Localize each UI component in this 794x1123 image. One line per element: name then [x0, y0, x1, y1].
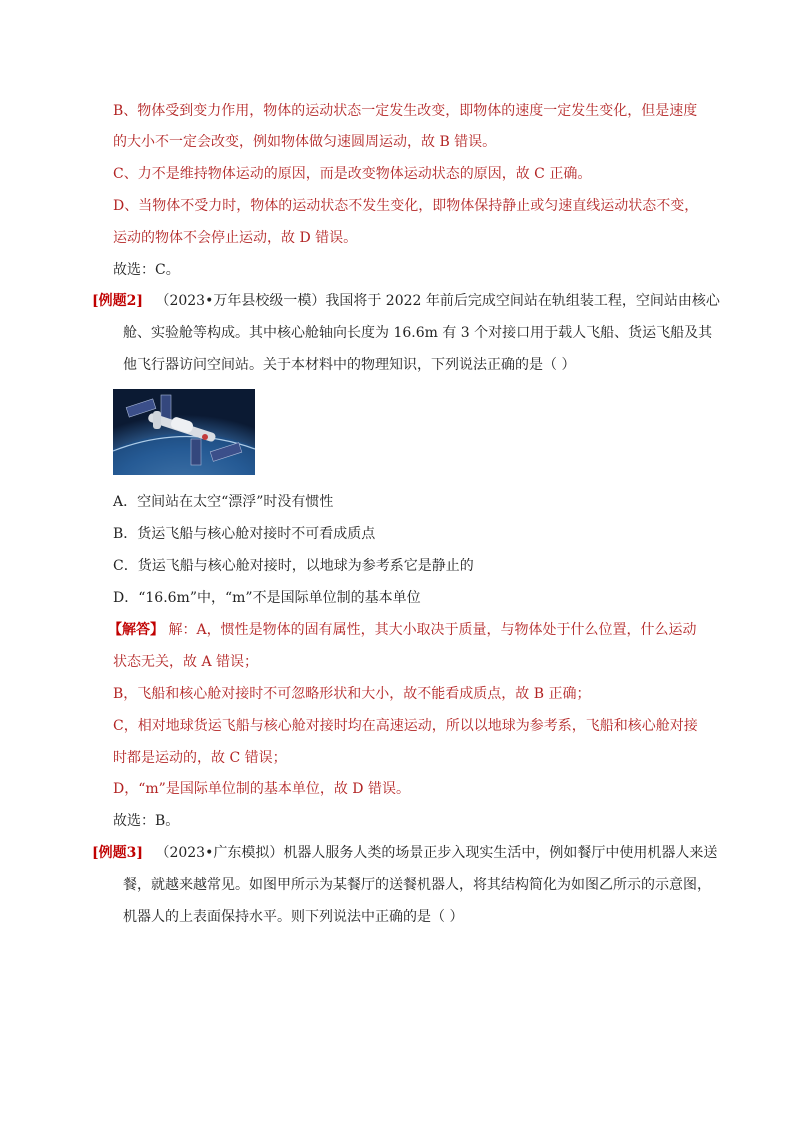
solution-d-line-1: D、当物体不受力时，物体的运动状态不发生变化，即物体保持静止或匀速直线运动状态不变，	[113, 198, 699, 214]
example-2-stem-line-3: 他飞行器访问空间站。关于本材料中的物理知识，下列说法正确的是（ ）	[123, 357, 576, 373]
example-2-tag: [例题2]	[92, 293, 143, 309]
example-3-tag: [例题3]	[92, 845, 143, 861]
solution-b-line-2: 的大小不一定会改变，例如物体做匀速圆周运动，故 B 错误。	[113, 134, 497, 150]
answer-line: 故选：C。	[113, 262, 180, 278]
space-station-photo	[113, 389, 255, 475]
solution-c-line-1: C，相对地球货运飞船与核心舱对接时均在高速运动，所以以地球为参考系，飞船和核心舱对接	[113, 718, 698, 734]
solution-a-line-1	[108, 620, 697, 640]
option-a: A．空间站在太空“漂浮”时没有惯性	[113, 494, 334, 510]
solution-c-line-2: 时都是运动的，故 C 错误；	[113, 750, 287, 766]
solution-d-line: D，“m”是国际单位制的基本单位，故 D 错误。	[113, 781, 410, 797]
example-3-stem-line-2: 餐，就越来越常见。如图甲所示为某餐厅的送餐机器人，将其结构简化为如图乙所示的示意图，	[123, 877, 711, 893]
solution-b-line: B，飞船和核心舱对接时不可忽略形状和大小，故不能看成质点，故 B 正确；	[113, 686, 591, 702]
solution-d-line-2: 运动的物体不会停止运动，故 D 错误。	[113, 230, 358, 246]
solution-a-line-2: 状态无关，故 A 错误；	[113, 654, 259, 670]
example-3-stem-text: （2023•广东模拟）机器人服务人类的场景正步入现实生活中，例如餐厅中使用机器人来送	[155, 845, 718, 861]
answer-line-2: 故选：B。	[113, 813, 180, 829]
example-2-stem-text: （2023•万年县校级一模）我国将于 2022 年前后完成空间站在轨组装工程，空间站由核心	[155, 293, 720, 309]
example-2-stem-line-1	[92, 291, 720, 311]
solution-c-line: C、力不是维持物体运动的原因，而是改变物体运动状态的原因，故 C 正确。	[113, 166, 592, 182]
space-station-illustration	[113, 389, 255, 475]
example-2-stem-line-2: 舱、实验舱等构成。其中核心舱轴向长度为 16.6m 有 3 个对接口用于载人飞船、货运飞船及其	[123, 325, 713, 341]
solution-a-text: 解：A，惯性是物体的固有属性，其大小取决于质量，与物体处于什么位置，什么运动	[168, 622, 697, 638]
option-c: C．货运飞船与核心舱对接时，以地球为参考系它是静止的	[113, 558, 474, 574]
example-3-stem-line-1	[92, 843, 717, 863]
option-b: B．货运飞船与核心舱对接时不可看成质点	[113, 526, 376, 542]
solution-b-line-1: B、物体受到变力作用，物体的运动状态一定发生改变，即物体的速度一定发生变化，但是速度	[113, 103, 698, 119]
option-d: D．“16.6m”中，“m”不是国际单位制的基本单位	[113, 590, 421, 606]
solution-tag: 【解答】	[108, 622, 164, 638]
example-3-stem-line-3: 机器人的上表面保持水平。则下列说法中正确的是（ ）	[123, 909, 464, 925]
